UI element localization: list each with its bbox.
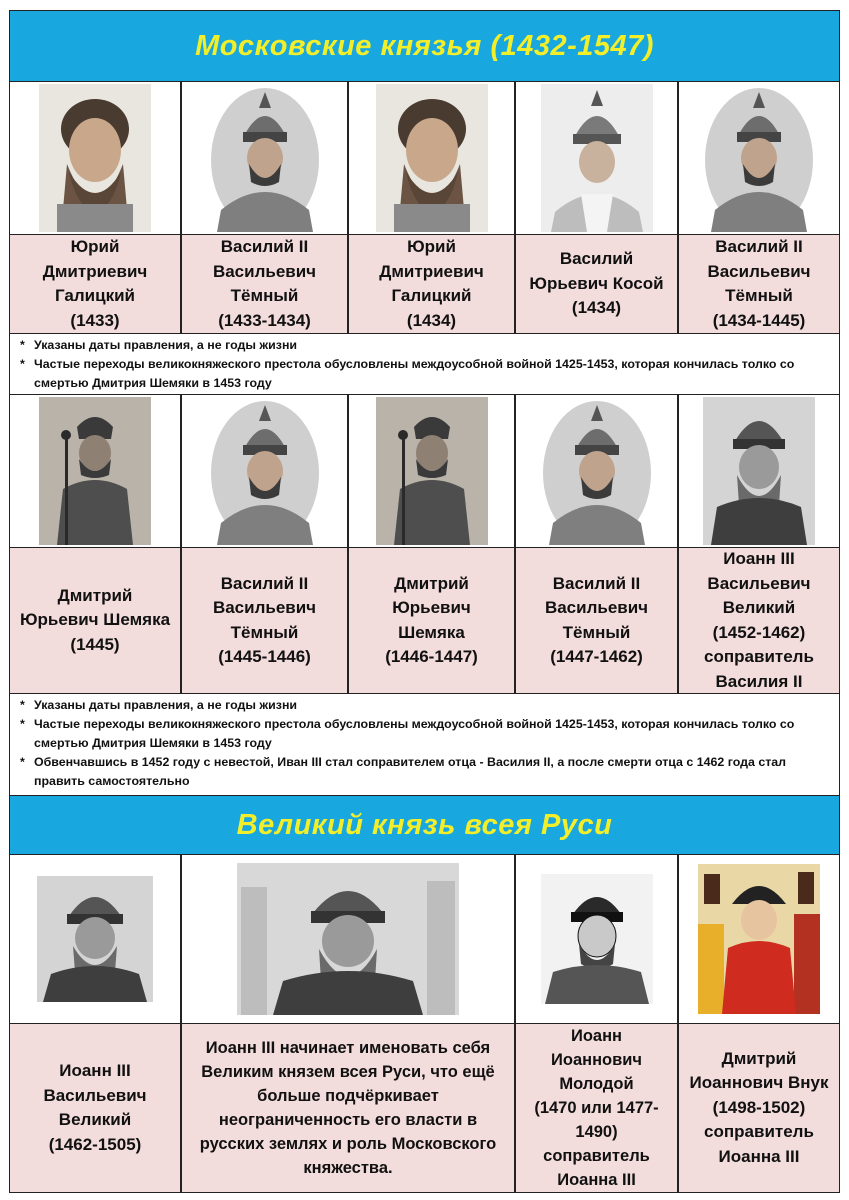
reign-dates: (1445-1446) [218, 647, 311, 666]
reign-dates: (1462-1505) [48, 1134, 142, 1154]
name-line: Василий II [220, 573, 309, 593]
name-cell [348, 234, 515, 334]
reign-dates: (1446-1447) [385, 647, 478, 666]
reign-dates: (1434) [571, 298, 622, 318]
portrait-dmitry-vnuk [678, 854, 840, 1024]
portrait-ivan-iii [678, 394, 840, 548]
portrait-ivan-iii-2 [9, 854, 181, 1024]
description-line: Иоанн III начинает именовать себя [205, 1039, 491, 1057]
portrait-vasily-ii [181, 81, 348, 235]
name-line: Галицкий [391, 286, 472, 305]
notes-block-1 [9, 333, 840, 395]
bullet-star: * [20, 357, 25, 371]
name-line: Юрьевич Косой [529, 273, 664, 293]
notes-block-2 [9, 693, 840, 796]
name-line: Великий [722, 598, 796, 617]
name-line: Тёмный [230, 286, 299, 305]
description-cell [181, 1023, 515, 1193]
note-text: Частые переходы великокняжеского престола обусловлены междоусобной войной 1425-1453, которая кончилась толко со смертью Дмитрия Шемяки в 1453 году [34, 357, 795, 390]
reign-dates: (1445) [70, 634, 120, 654]
name-line: Дмитриевич [42, 261, 148, 281]
name-line: Дмитрий [394, 573, 469, 593]
name-line: Васильевич [707, 573, 811, 593]
description-line: Великим князем всея Руси, что ещё [201, 1063, 495, 1081]
name-line: Василий II [715, 237, 803, 256]
portrait-row-2 [9, 394, 840, 548]
page-title: Московские князья (1432-1547) [195, 29, 654, 62]
note-item [20, 336, 831, 355]
note-text: Частые переходы великокняжеского престола обусловлены междоусобной войной 1425-1453, которая кончилась толко со смертью Дмитрия Шемяки в 1453 году [34, 717, 795, 750]
name-line: Дмитриевич [379, 261, 484, 281]
portrait-dmitry-shemyaka-2 [348, 394, 515, 548]
portrait-ivan-iii-wide [181, 854, 515, 1024]
portrait-ivan-molodoy [515, 854, 678, 1024]
reign-dates: (1434-1445) [712, 310, 806, 330]
bullet-star: * [20, 755, 25, 769]
name-line: Тёмный [562, 622, 631, 642]
name-line: Иоаннович Внук [689, 1073, 829, 1093]
name-cell [678, 547, 840, 694]
note-item [20, 753, 831, 791]
name-line: Василия II [715, 671, 803, 691]
note-text: Указаны даты правления, а не годы жизни [34, 698, 298, 712]
portrait-row-1 [9, 81, 840, 235]
name-line: Васильевич [544, 598, 649, 617]
name-line: Юрьевич Шемяка [19, 610, 171, 630]
name-cell [515, 547, 678, 694]
name-cell [348, 547, 515, 694]
name-line: Галицкий [55, 286, 135, 305]
name-cell [9, 234, 181, 334]
name-line: Дмитрий [721, 1048, 797, 1068]
reign-dates: (1470 или 1477- [534, 1099, 659, 1117]
name-line: Васильевич [212, 598, 317, 617]
name-line: Василий II [220, 237, 309, 256]
portrait-vasily-ii-2 [678, 81, 840, 235]
name-row-1 [9, 234, 840, 334]
portrait-row-3 [9, 854, 840, 1024]
reign-dates: 1490) [575, 1123, 618, 1141]
name-line: Тёмный [230, 622, 299, 642]
title-banner [9, 10, 840, 82]
bullet-star: * [20, 338, 25, 352]
name-row-2 [9, 547, 840, 694]
name-cell [9, 547, 181, 694]
name-line: Иоанн III [59, 1061, 131, 1080]
bullet-star: * [20, 717, 25, 731]
portrait-vasily-ii-4 [515, 394, 678, 548]
name-line: Юрьевич [392, 598, 471, 617]
name-line: Великий [58, 1110, 132, 1129]
name-cell [181, 547, 348, 694]
name-line: Иоанн [570, 1027, 623, 1045]
name-cell [515, 1023, 678, 1193]
reign-dates: (1433) [70, 310, 120, 330]
name-line: Васильевич [212, 261, 317, 281]
note-text: Указаны даты правления, а не годы жизни [34, 338, 298, 352]
name-line: Молодой [559, 1075, 634, 1093]
name-line: Иоанна III [557, 1171, 636, 1189]
name-line: Василий II [552, 573, 641, 593]
description-line: неограниченность его власти в [218, 1111, 478, 1129]
name-line: Иоанн III [723, 549, 795, 568]
name-line: Юрий [70, 237, 120, 256]
reign-dates: (1433-1434) [218, 310, 311, 330]
name-line: Юрий [407, 237, 456, 256]
name-line: Тёмный [725, 286, 793, 305]
name-cell [515, 234, 678, 334]
portrait-yuri-galitsky-2 [348, 81, 515, 235]
name-line: Васильевич [43, 1085, 147, 1105]
portrait-dmitry-shemyaka [9, 394, 181, 548]
portrait-yuri-galitsky [9, 81, 181, 235]
name-line: Дмитрий [57, 585, 133, 605]
section-banner [9, 795, 840, 855]
description-line: больше подчёркивает [257, 1087, 439, 1105]
name-cell [9, 1023, 181, 1193]
note-item [20, 715, 831, 753]
name-cell [181, 234, 348, 334]
reign-dates: (1452-1462) [712, 622, 806, 642]
bullet-star: * [20, 698, 25, 712]
name-line: Иоанна III [718, 1146, 800, 1166]
description-line: княжества. [303, 1159, 393, 1177]
name-line: соправитель [543, 1147, 650, 1165]
name-line: соправитель [704, 1122, 814, 1142]
portrait-vasily-ii-3 [181, 394, 348, 548]
name-cell [678, 1023, 840, 1193]
name-row-3 [9, 1023, 840, 1193]
name-line: Васильевич [707, 261, 811, 281]
note-item [20, 355, 831, 393]
name-line: Иоаннович [551, 1051, 642, 1069]
description-line: русских землях и роль Московского [199, 1135, 497, 1153]
name-line: соправитель [704, 647, 814, 666]
reign-dates: (1447-1462) [550, 647, 643, 666]
note-item [20, 696, 831, 715]
reign-dates: (1434) [406, 310, 457, 330]
note-text: Обвенчавшись в 1452 году с невестой, Иван III стал соправителем отца - Василия II, а после смерти отца с 1462 года стал править самостоятельно [34, 755, 787, 788]
portrait-vasily-kosoy [515, 81, 678, 235]
name-cell [678, 234, 840, 334]
reign-dates: (1498-1502) [712, 1097, 806, 1117]
name-line: Шемяка [398, 622, 465, 642]
name-line: Василий [559, 249, 634, 269]
section-title: Великий князь всея Руси [236, 808, 613, 841]
